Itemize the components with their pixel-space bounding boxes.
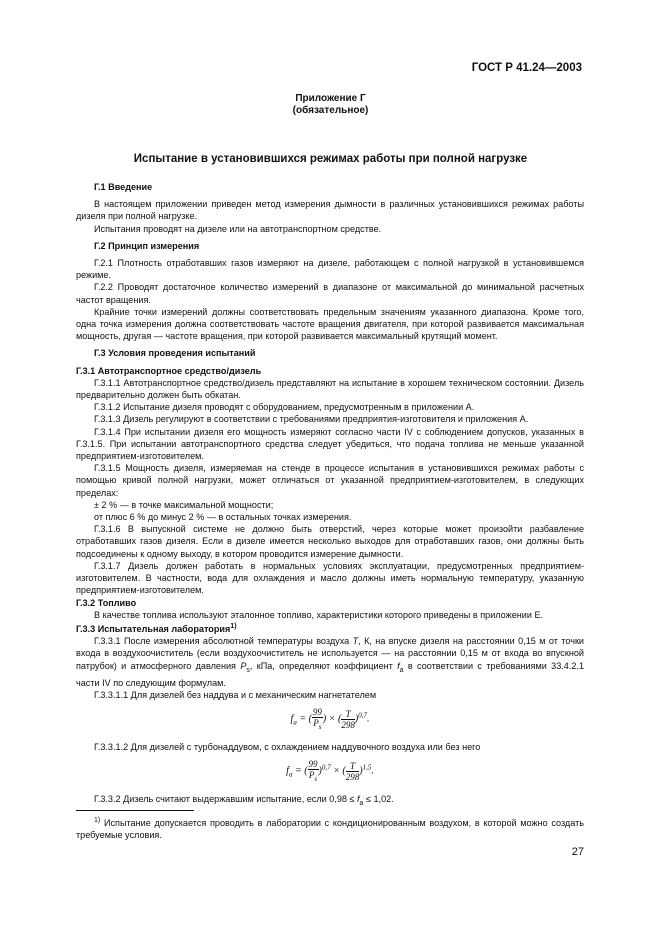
section-heading-g1: Г.1 Введение bbox=[94, 182, 153, 192]
paragraph: Г.3.1.4 При испытании дизеля его мощность измеряют согласно части IV с соблюдением допусков, указанных в Г.3.1.5. При испытании автотранспортного средства следует убедиться, что подача топлива не меньше указанной предприятием-изготовителем. bbox=[76, 426, 584, 462]
footnote-reference: 1) bbox=[230, 622, 237, 630]
symbol-subscript: s bbox=[246, 666, 250, 674]
paragraph: Г.3.1.3 Дизель регулируют в соответствии с требованиями предприятия-изготовителя и приложения А. bbox=[94, 414, 529, 425]
subsection-heading-g33 bbox=[76, 621, 584, 635]
formula-equals: = bbox=[299, 713, 307, 725]
numerator: T bbox=[346, 761, 360, 772]
paragraph: Г.3.1.6 В выпускной системе не должно быть отверстий, через которые может произойти разбавление отработавших газов дизеля. Если в дизеле имеется несколько выходов для отработавших газов, они должны быть подсоединены к одному выходу, в котором проводится измерение дымности. bbox=[76, 524, 584, 559]
paragraph: Г.3.3.1.1 Для дизелей без наддува и с механическим нагнетателем bbox=[94, 689, 377, 700]
standard-number: ГОСТ Р 41.24—2003 bbox=[471, 62, 582, 74]
text: Г.3.3.2 Дизель считают выдержавшим испытание, если 0,98 ≤ bbox=[94, 794, 358, 805]
numerator: 99 bbox=[312, 706, 322, 717]
footnote bbox=[76, 815, 584, 841]
subsection-heading-g32: Г.3.2 Топливо bbox=[76, 597, 137, 608]
page-number: 27 bbox=[571, 846, 584, 858]
text: Г.3.3.1 После измерения абсолютной температуры воздуха bbox=[94, 636, 353, 647]
paragraph: В настоящем приложении приведен метод измерения дымности в различных установившихся режимах работы дизеля при полной нагрузке. bbox=[76, 199, 584, 222]
paragraph: Г.3.3.1.2 Для дизелей с турбонаддувом, с охлаждением наддувочного воздуха или без него bbox=[94, 741, 481, 752]
formula-2: $f_a$ = ( $\frac{99}{P_s}$ )$^{0,7}$ × ( $\frac{T}{298}$ )$^{1,5}$. bbox=[286, 759, 374, 783]
text: в соответствии с требованиями 33.4.2.1 части IV по следующим формулам. bbox=[76, 660, 585, 688]
document-body bbox=[76, 181, 584, 810]
numerator: T bbox=[341, 709, 355, 720]
formula-equals: = bbox=[294, 765, 302, 777]
symbol-f: f bbox=[357, 794, 360, 805]
footnote-text: Испытание допускается проводить в лаборатории с кондиционированным воздухом, в которой можно создать требуемые условия. bbox=[76, 818, 585, 841]
denominator: 298 bbox=[345, 772, 360, 783]
section-heading-g3: Г.3 Условия проведения испытаний bbox=[94, 348, 256, 359]
formula-lhs: f bbox=[290, 713, 294, 725]
document-title: Испытание в установившихся режимах работы при полной нагрузке bbox=[133, 153, 528, 165]
denominator: 298 bbox=[341, 719, 355, 730]
formula-subscript: s bbox=[314, 774, 318, 783]
fraction bbox=[346, 761, 360, 782]
formula-lhs: f bbox=[286, 765, 289, 777]
symbol: P bbox=[313, 717, 319, 728]
fraction bbox=[312, 707, 323, 732]
symbol-f: f bbox=[397, 660, 400, 671]
exponent: 0,7 bbox=[358, 711, 367, 720]
paragraph: Г.2.2 Проводят достаточное количество измерений в диапазоне от максимальной до минимальной расчетных частот вращения. bbox=[76, 282, 584, 305]
list-item: от плюс 6 % до минус 2 % — в остальных точках измерения. bbox=[94, 512, 352, 523]
text: ≤ 1,02. bbox=[363, 794, 394, 805]
paragraph: Г.3.1.2 Испытание дизеля проводят с оборудованием, предусмотренным в приложении А. bbox=[94, 402, 475, 413]
symbol-P: P bbox=[240, 660, 247, 671]
formula-end: . bbox=[371, 765, 374, 777]
text: , кПа, определяют коэффициент bbox=[249, 660, 398, 671]
formula-1: $f_a$ = ( $\frac{99}{P_s}$ ) × ( $\frac{T}{298}$ )$^{0,7}$. bbox=[290, 706, 370, 731]
symbol-subscript: a bbox=[399, 666, 404, 674]
annex-heading bbox=[0, 93, 661, 117]
paragraph: Испытания проводят на дизеле или на автотранспортном средстве. bbox=[94, 223, 382, 234]
annex-status: (обязательное) bbox=[292, 105, 369, 116]
numerator: 99 bbox=[308, 759, 318, 770]
symbol-T: T bbox=[352, 636, 359, 647]
paragraph: Г.3.1.7 Дизель должен работать в нормальных условиях эксплуатации, предусмотренных предприятием-изготовителем. В частности, вода для охлаждения и масло должны иметь нормальную температуру, указанную предприятием-изготовителем. bbox=[76, 560, 584, 596]
heading-text: Г.3.3 Испытательная лаборатория bbox=[76, 623, 231, 634]
fraction bbox=[308, 759, 319, 784]
paragraph: Крайние точки измерений должны соответствовать предельным значениям указанного диапазона. Кроме того, одна точка измерения должна соответствовать частоте вращения двигателя, при которой развивается максимальная мощность, другая — частоте вращения, при которой развивается максимальный крутящий момент. bbox=[76, 306, 584, 342]
subsection-heading-g31: Г.3.1 Автотранспортное средство/дизель bbox=[76, 365, 262, 376]
formula-subscript: a bbox=[288, 770, 293, 779]
fraction bbox=[341, 709, 355, 730]
formula-end: . bbox=[366, 713, 370, 725]
paragraph-g331 bbox=[76, 635, 584, 689]
paragraph: В качестве топлива используют эталонное топливо, характеристики которого приведены в приложении Е. bbox=[94, 609, 544, 620]
paragraph: Г.3.1.5 Мощность дизеля, измеряемая на стенде в процессе испытания в установившихся режимах работы с помощью кривой полной нагрузки, может отличаться от указанной предприятием-изготовителем, в следующих пределах: bbox=[76, 463, 584, 498]
footnote-mark: 1) bbox=[94, 817, 101, 824]
exponent: 1,5 bbox=[362, 763, 372, 772]
formula-subscript: s bbox=[318, 722, 322, 731]
symbol: P bbox=[308, 770, 315, 781]
denominator bbox=[312, 718, 323, 732]
footnote-divider bbox=[76, 810, 194, 811]
text: , К, на впуске дизеля на расстоянии 0,15 м от точки входа в воздухоочиститель (если воздухоочиститель не используется — на расстоянии 0,15 м от входа во впускной патрубок) и атмосферного давления bbox=[76, 636, 584, 671]
exponent: 0,7 bbox=[321, 763, 331, 772]
symbol-subscript: a bbox=[359, 799, 364, 807]
denominator bbox=[308, 770, 319, 784]
section-heading-g2: Г.2 Принцип измерения bbox=[94, 240, 200, 251]
paragraph: Г.3.1.1 Автотранспортное средство/дизель представляют на испытание в хорошем техническом состоянии. Дизель предварительно должен быть обкатан. bbox=[76, 377, 584, 401]
annex-title: Приложение Г bbox=[295, 93, 366, 104]
paragraph: Г.2.1 Плотность отработавших газов измеряют на дизеле, работающем с полной нагрузкой в установившемся режиме. bbox=[76, 258, 584, 281]
formula-subscript: a bbox=[293, 718, 297, 727]
list-item: ± 2 % — в точке максимальной мощности; bbox=[94, 499, 274, 510]
paragraph-g332 bbox=[76, 793, 584, 810]
